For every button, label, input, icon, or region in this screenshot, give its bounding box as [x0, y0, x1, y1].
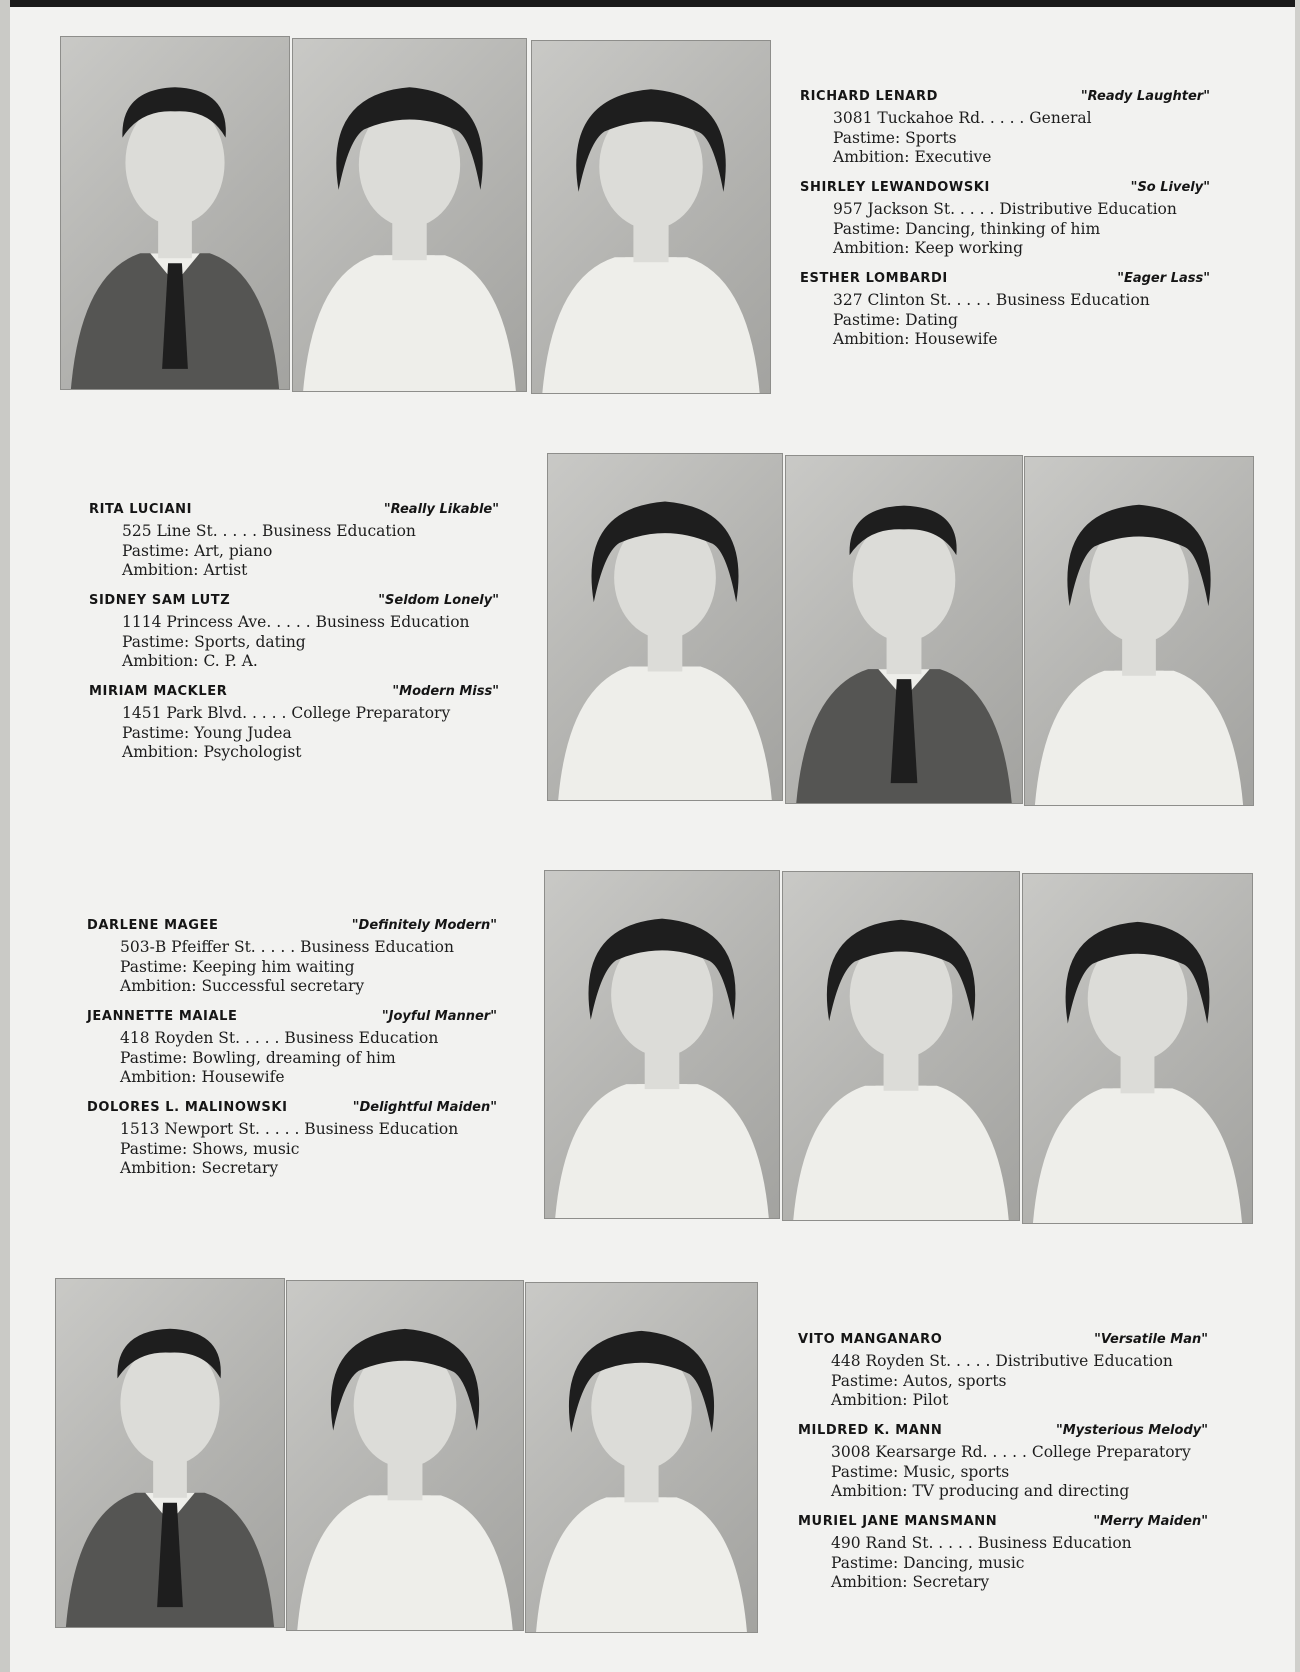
pastime-label: Pastime: — [831, 1553, 899, 1572]
address-line: 327 Clinton St. . . . . Business Education — [833, 291, 1150, 309]
address-line: 418 Royden St. . . . . Business Education — [120, 1029, 439, 1047]
address-line: 503-B Pfeiffer St. . . . . Business Education — [120, 938, 454, 956]
ambition-label: Ambition: — [833, 148, 910, 166]
ambition-label: Ambition: — [833, 239, 910, 257]
pastime-label: Pastime: — [122, 632, 190, 651]
student-entry — [89, 684, 499, 763]
address-line: 1114 Princess Ave. . . . . Business Education — [122, 613, 470, 631]
portrait-icon — [786, 456, 1022, 803]
portrait-miriam-mackler — [1024, 456, 1254, 806]
student-entry — [87, 1009, 497, 1088]
student-name: RITA LUCIANI — [89, 502, 193, 517]
entry-header — [798, 1332, 1208, 1352]
ambition-value: Psychologist — [203, 743, 302, 761]
pastime-value: Art, piano — [194, 541, 273, 560]
ambition-label: Ambition: — [122, 743, 199, 761]
entry-header — [800, 180, 1210, 200]
portrait-dolores-malinowski — [1022, 873, 1253, 1224]
student-name: SHIRLEY LEWANDOWSKI — [800, 180, 990, 195]
student-entry — [798, 1423, 1208, 1502]
student-name: MILDRED K. MANN — [798, 1423, 943, 1438]
student-name: MIRIAM MACKLER — [89, 684, 228, 699]
pastime-value: Young Judea — [194, 723, 292, 742]
address-line: 525 Line St. . . . . Business Education — [122, 522, 416, 540]
portrait-darlene-magee — [544, 870, 780, 1219]
ambition-line — [87, 977, 497, 997]
ambition-value: Keep working — [914, 239, 1024, 257]
portrait-icon — [545, 871, 779, 1218]
student-nickname: "Delightful Maiden" — [352, 1100, 497, 1115]
ambition-value: Pilot — [912, 1391, 949, 1409]
student-entry — [87, 1100, 497, 1179]
ambition-line — [798, 1482, 1208, 1502]
portrait-icon — [783, 872, 1019, 1220]
portrait-esther-lombardi — [531, 40, 771, 394]
student-nickname: "Merry Maiden" — [1093, 1514, 1208, 1529]
ambition-value: Housewife — [201, 1068, 285, 1086]
student-entry — [800, 271, 1210, 350]
ambition-line — [89, 743, 499, 763]
pastime-line — [89, 724, 499, 744]
portrait-icon — [1023, 874, 1252, 1223]
student-name: VITO MANGANARO — [798, 1332, 943, 1347]
student-nickname: "Really Likable" — [383, 502, 499, 517]
page-edge-right — [1295, 0, 1300, 1672]
student-entry — [798, 1332, 1208, 1411]
pastime-label: Pastime: — [120, 957, 188, 976]
pastime-label: Pastime: — [122, 541, 190, 560]
student-entry — [89, 593, 499, 672]
address-line: 3008 Kearsarge Rd. . . . . College Preparatory — [831, 1443, 1191, 1461]
entry-header — [89, 593, 499, 613]
pastime-line — [800, 311, 1210, 331]
portrait-shirley-lewandowski — [292, 38, 527, 392]
ambition-line — [798, 1573, 1208, 1593]
student-name: JEANNETTE MAIALE — [87, 1009, 238, 1024]
student-name: RICHARD LENARD — [800, 89, 938, 104]
page-edge-left — [0, 0, 10, 1672]
student-name: DARLENE MAGEE — [87, 918, 219, 933]
portrait-icon — [293, 39, 526, 391]
student-name: DOLORES L. MALINOWSKI — [87, 1100, 288, 1115]
address-line: 3081 Tuckahoe Rd. . . . . General — [833, 109, 1092, 127]
portrait-jeannette-maiale — [782, 871, 1020, 1221]
entry-header — [800, 89, 1210, 109]
portrait-vito-manganaro — [55, 1278, 285, 1628]
ambition-label: Ambition: — [122, 561, 199, 579]
pastime-label: Pastime: — [831, 1371, 899, 1390]
pastime-value: Music, sports — [903, 1462, 1010, 1481]
pastime-line — [89, 542, 499, 562]
student-entry — [800, 180, 1210, 259]
ambition-value: Secretary — [201, 1159, 279, 1177]
student-nickname: "So Lively" — [1130, 180, 1210, 195]
pastime-label: Pastime: — [831, 1462, 899, 1481]
address-line: 448 Royden St. . . . . Distributive Education — [831, 1352, 1173, 1370]
student-name: ESTHER LOMBARDI — [800, 271, 948, 286]
entry-header — [798, 1514, 1208, 1534]
student-nickname: "Mysterious Melody" — [1056, 1423, 1208, 1438]
address-line: 490 Rand St. . . . . Business Education — [831, 1534, 1132, 1552]
student-name: SIDNEY SAM LUTZ — [89, 593, 231, 608]
ambition-value: TV producing and directing — [912, 1482, 1130, 1500]
portrait-sidney-sam-lutz — [785, 455, 1023, 804]
pastime-line — [87, 1140, 497, 1160]
ambition-value: Artist — [203, 561, 248, 579]
entry-header — [89, 502, 499, 522]
pastime-value: Shows, music — [192, 1139, 300, 1158]
ambition-label: Ambition: — [831, 1573, 908, 1591]
pastime-label: Pastime: — [120, 1139, 188, 1158]
pastime-value: Dancing, music — [903, 1553, 1025, 1572]
ambition-value: Housewife — [914, 330, 998, 348]
ambition-line — [800, 239, 1210, 259]
pastime-value: Sports — [905, 128, 957, 147]
student-entry — [87, 918, 497, 997]
ambition-label: Ambition: — [120, 977, 197, 995]
pastime-value: Keeping him waiting — [192, 957, 355, 976]
pastime-line — [89, 633, 499, 653]
portrait-rita-luciani — [547, 453, 783, 801]
student-nickname: "Versatile Man" — [1094, 1332, 1208, 1347]
address-line: 957 Jackson St. . . . . Distributive Education — [833, 200, 1177, 218]
ambition-label: Ambition: — [120, 1068, 197, 1086]
entry-header — [87, 1100, 497, 1120]
ambition-line — [800, 330, 1210, 350]
pastime-line — [800, 129, 1210, 149]
ambition-label: Ambition: — [120, 1159, 197, 1177]
portrait-icon — [61, 37, 289, 389]
entry-header — [87, 918, 497, 938]
ambition-value: Successful secretary — [201, 977, 365, 995]
portrait-richard-lenard — [60, 36, 290, 390]
pastime-value: Bowling, dreaming of him — [192, 1048, 396, 1067]
ambition-label: Ambition: — [831, 1482, 908, 1500]
pastime-value: Autos, sports — [903, 1371, 1007, 1390]
entry-header — [800, 271, 1210, 291]
pastime-value: Dancing, thinking of him — [905, 219, 1101, 238]
pastime-line — [798, 1463, 1208, 1483]
portrait-icon — [287, 1281, 523, 1630]
ambition-label: Ambition: — [833, 330, 910, 348]
pastime-value: Dating — [905, 310, 958, 329]
student-nickname: "Definitely Modern" — [351, 918, 497, 933]
pastime-label: Pastime: — [833, 219, 901, 238]
pastime-value: Sports, dating — [194, 632, 306, 651]
portrait-icon — [56, 1279, 284, 1627]
entry-header — [798, 1423, 1208, 1443]
portrait-icon — [532, 41, 770, 393]
ambition-value: Secretary — [912, 1573, 990, 1591]
student-entry — [798, 1514, 1208, 1593]
student-nickname: "Modern Miss" — [392, 684, 499, 699]
ambition-line — [87, 1159, 497, 1179]
portrait-icon — [548, 454, 782, 800]
portrait-icon — [526, 1283, 757, 1632]
portrait-muriel-mansmann — [525, 1282, 758, 1633]
address-line: 1513 Newport St. . . . . Business Education — [120, 1120, 459, 1138]
pastime-line — [798, 1372, 1208, 1392]
entry-header — [87, 1009, 497, 1029]
pastime-line — [87, 1049, 497, 1069]
ambition-label: Ambition: — [831, 1391, 908, 1409]
address-line: 1451 Park Blvd. . . . . College Preparatory — [122, 704, 451, 722]
ambition-label: Ambition: — [122, 652, 199, 670]
student-nickname: "Eager Lass" — [1117, 271, 1210, 286]
pastime-label: Pastime: — [120, 1048, 188, 1067]
ambition-value: Executive — [914, 148, 992, 166]
pastime-line — [87, 958, 497, 978]
student-nickname: "Ready Laughter" — [1080, 89, 1210, 104]
page-edge-top — [0, 0, 1300, 7]
portrait-icon — [1025, 457, 1253, 805]
student-entry — [89, 502, 499, 581]
ambition-line — [87, 1068, 497, 1088]
pastime-label: Pastime: — [122, 723, 190, 742]
ambition-value: C. P. A. — [203, 652, 258, 670]
portrait-mildred-mann — [286, 1280, 524, 1631]
student-entry — [800, 89, 1210, 168]
student-nickname: "Joyful Manner" — [381, 1009, 497, 1024]
pastime-label: Pastime: — [833, 310, 901, 329]
ambition-line — [89, 652, 499, 672]
ambition-line — [798, 1391, 1208, 1411]
ambition-line — [89, 561, 499, 581]
student-name: MURIEL JANE MANSMANN — [798, 1514, 998, 1529]
pastime-line — [800, 220, 1210, 240]
student-nickname: "Seldom Lonely" — [378, 593, 499, 608]
pastime-label: Pastime: — [833, 128, 901, 147]
pastime-line — [798, 1554, 1208, 1574]
ambition-line — [800, 148, 1210, 168]
entry-header — [89, 684, 499, 704]
